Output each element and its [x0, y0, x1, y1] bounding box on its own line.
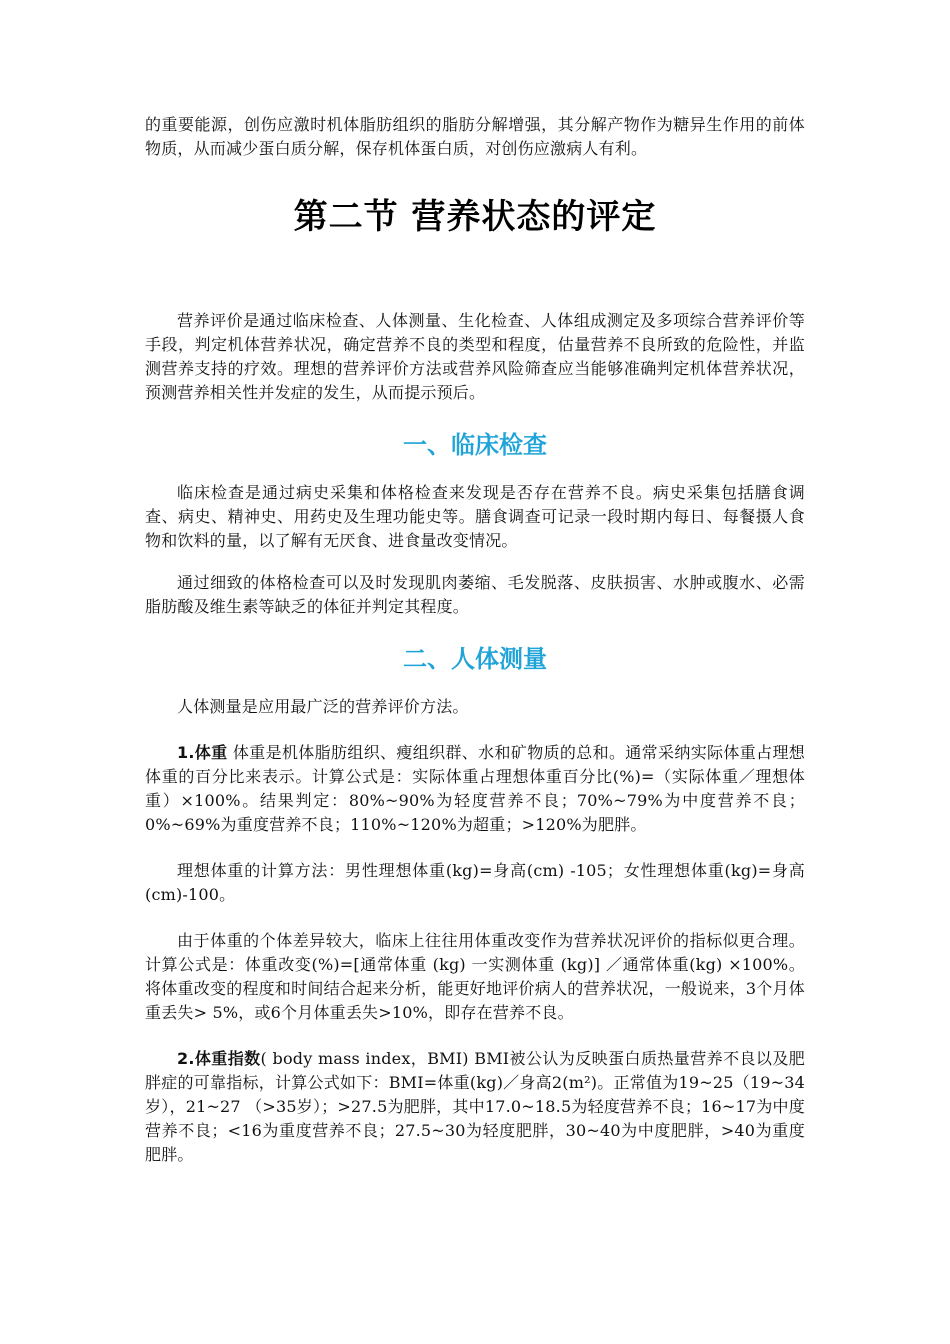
intro-continuation-paragraph: 的重要能源，创伤应激时机体脂肪组织的脂肪分解增强，其分解产物作为糖异生作用的前体物质，从而减少蛋白质分解，保存机体蛋白质，对创伤应激病人有利。	[145, 115, 805, 158]
chapter-title: 第二节 营养状态的评定	[293, 197, 657, 237]
section-heading-clinical-exam: 一、临床检查	[403, 431, 547, 459]
clinical-exam-paragraph-1: 临床检查是通过病史采集和体格检查来发现是否存在营养不良。病史采集包括膳食调查、病史、精神史、用药史及生理功能史等。膳食调查可记录一段时期内每日、每餐摄人食物和饮料的量，以了解有无厌食、进食量改变情况。	[145, 483, 805, 550]
clinical-exam-paragraph-2: 通过细致的体格检查可以及时发现肌肉萎缩、毛发脱落、皮肤损害、水肿或腹水、必需脂肪酸及维生素等缺乏的体征并判定其程度。	[145, 573, 805, 616]
ideal-weight-paragraph: 理想体重的计算方法：男性理想体重(kg)=身高(cm) -105；女性理想体重(kg)=身高(cm)-100。	[145, 861, 805, 904]
bmi-paragraph	[145, 1047, 805, 1167]
bmi-text: ( body mass index，BMI) BMI被公认为反映蛋白质热量营养不良以及肥胖症的可靠指标，计算公式如下：BMI=体重(kg)／身高2(m²)。正常值为19~25（19~34岁），21~27 （>35岁）；>27.5为肥胖，其中17.0~18.5为轻度营养不良；16~17为中度营养不良；<16为重度营养不良；27.5~30为轻度肥胖，30~40为中度肥胖，>40为重度肥胖。	[145, 1049, 805, 1164]
chapter-intro-paragraph: 营养评价是通过临床检查、人体测量、生化检查、人体组成测定及多项综合营养评价等手段，判定机体营养状况，确定营养不良的类型和程度，估量营养不良所致的危险性，并监测营养支持的疗效。理想的营养评价方法或营养风险筛查应当能够准确判定机体营养状况，预测营养相关性并发症的发生，从而提示预后。	[145, 311, 805, 402]
body-weight-text: 体重是机体脂肪组织、瘦组织群、水和矿物质的总和。通常采纳实际体重占理想体重的百分比来表示。计算公式是：实际体重占理想体重百分比(%)=（实际体重／理想体重）×100%。结果判定：80%~90%为轻度营养不良；70%~79%为中度营养不良；0%~69%为重度营养不良；110%~120%为超重；>120%为肥胖。	[145, 743, 805, 834]
anthropometry-intro-paragraph: 人体测量是应用最广泛的营养评价方法。	[177, 697, 469, 716]
body-weight-label: 1.体重	[177, 743, 228, 762]
document-page	[145, 113, 805, 1167]
weight-change-paragraph: 由于体重的个体差异较大，临床上往往用体重改变作为营养状况评价的指标似更合理。计算公式是：体重改变(%)=[通常体重 (kg) 一实测体重 (kg)] ／通常体重(kg) ×100%。将体重改变的程度和时间结合起来分析，能更好地评价病人的营养状况，一般说来，3个月体重丢失> 5%，或6个月体重丢失>10%，即存在营养不良。	[145, 931, 805, 1022]
body-weight-paragraph	[145, 741, 805, 837]
bmi-label: 2.体重指数	[177, 1049, 261, 1068]
section-heading-anthropometry: 二、人体测量	[403, 645, 547, 673]
